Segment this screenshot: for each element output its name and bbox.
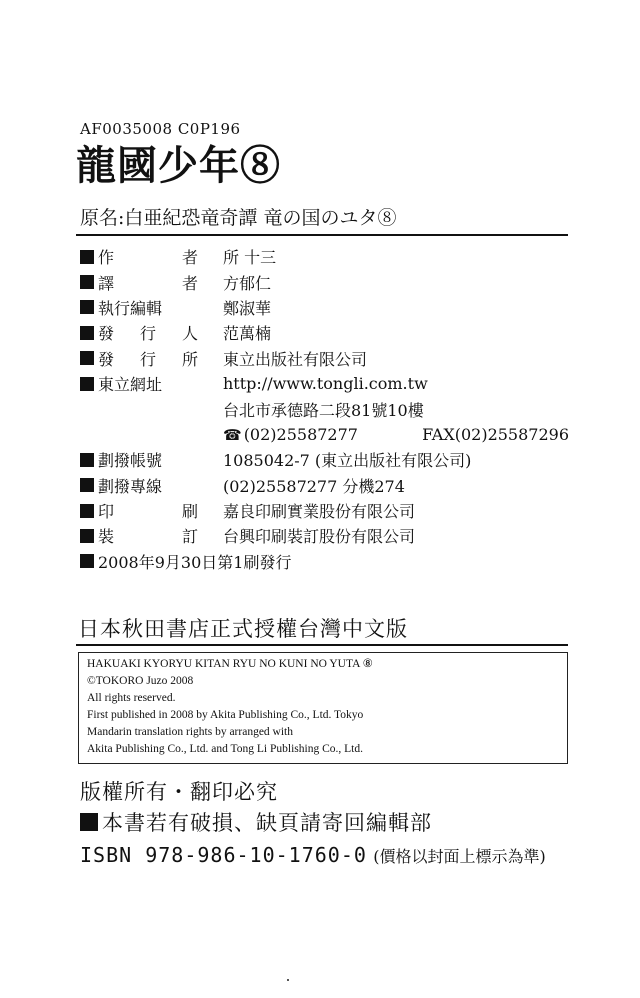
copyright-line: Akita Publishing Co., Ltd. and Tong Li Publishing Co., Ltd. [87,743,363,755]
book-title: 龍國少年⑧ [76,142,281,189]
website-url: http://www.tongli.com.tw [223,374,428,394]
square-bullet-icon [80,554,94,568]
divider [76,234,568,236]
credit-value: 所 十三 [223,248,277,268]
credit-row [80,549,580,574]
isbn: ISBN 978-986-10-1760-0 [80,843,367,867]
copyright-line: First published in 2008 by Akita Publishing Co., Ltd. Tokyo [87,709,364,721]
print-date: 2008年9月30日第1刷發行 [98,552,292,572]
credit-row [80,269,580,294]
credit-label: 執行編輯 [98,298,163,318]
credit-label: 譯 者 [98,273,198,293]
square-bullet-icon [80,504,94,518]
address: 台北市承德路二段81號10樓 [223,400,424,420]
rights-reserved: 版權所有・翻印必究 [80,780,278,804]
credit-value: 台興印刷裝訂股份有限公司 [223,527,416,547]
product-code: AF0035008 C0P196 [80,120,241,138]
original-title: 原名:白亜紀恐竜奇譚 竜の国のユタ⑧ [80,207,397,229]
credit-value: 范萬楠 [223,324,272,344]
copyright-box [78,652,568,764]
credit-value: 東立出版社有限公司 [223,349,368,369]
credit-row [80,473,580,498]
credit-value: (02)25587277 分機274 [223,476,405,496]
credit-row [80,244,580,269]
credit-row [80,523,580,548]
phone-number: (02)25587277 [243,424,358,444]
price-note: (價格以封面上標示為準) [373,847,546,866]
square-bullet-icon [80,351,94,365]
speck [287,979,289,981]
square-bullet-icon [80,300,94,314]
credit-row [80,320,580,345]
credit-label: 劃撥帳號 [98,451,163,471]
license-notice: 日本秋田書店正式授權台灣中文版 [78,617,408,641]
square-bullet-icon [80,250,94,264]
credit-value: 方郁仁 [223,273,272,293]
square-bullet-icon [80,478,94,492]
divider [76,644,568,646]
square-bullet-icon [80,529,94,543]
credit-label: 劃撥專線 [98,476,163,496]
credit-row [80,346,580,371]
credit-label: 發 行 所 [98,349,198,369]
copyright-line: Mandarin translation rights by arranged with [87,726,293,738]
credit-value: 嘉良印刷實業股份有限公司 [223,502,416,522]
copyright-line: HAKUAKI KYORYU KITAN RYU NO KUNI NO YUTA ⑧ [87,658,373,670]
damage-notice-line [80,807,432,837]
credit-label: 裝 訂 [98,527,198,547]
copyright-line: All rights reserved. [87,692,176,704]
credit-row [80,295,580,320]
credit-row [80,422,580,447]
square-bullet-icon [80,275,94,289]
credit-row [80,498,580,523]
square-bullet-icon [80,453,94,467]
telephone-icon: ☎ [223,425,242,444]
credit-label: 作 者 [98,248,198,268]
credit-label: 東立網址 [98,375,163,395]
fax-number: FAX(02)25587296 [422,424,569,444]
credit-label: 印 刷 [98,502,198,522]
square-bullet-icon [80,377,94,391]
credit-row [80,447,580,472]
credit-value: 1085042-7 (東立出版社有限公司) [223,451,472,471]
copyright-line: ©TOKORO Juzo 2008 [87,675,194,687]
square-bullet-icon [80,813,98,831]
credits-list [80,244,580,574]
credit-label: 發 行 人 [98,324,198,344]
square-bullet-icon [80,326,94,340]
credit-row [80,371,580,396]
contact-numbers [223,425,569,444]
credit-value: 鄭淑華 [223,298,272,318]
isbn-line [80,843,546,867]
credit-row [80,396,580,421]
damage-notice: 本書若有破損、缺頁請寄回編輯部 [102,811,432,835]
